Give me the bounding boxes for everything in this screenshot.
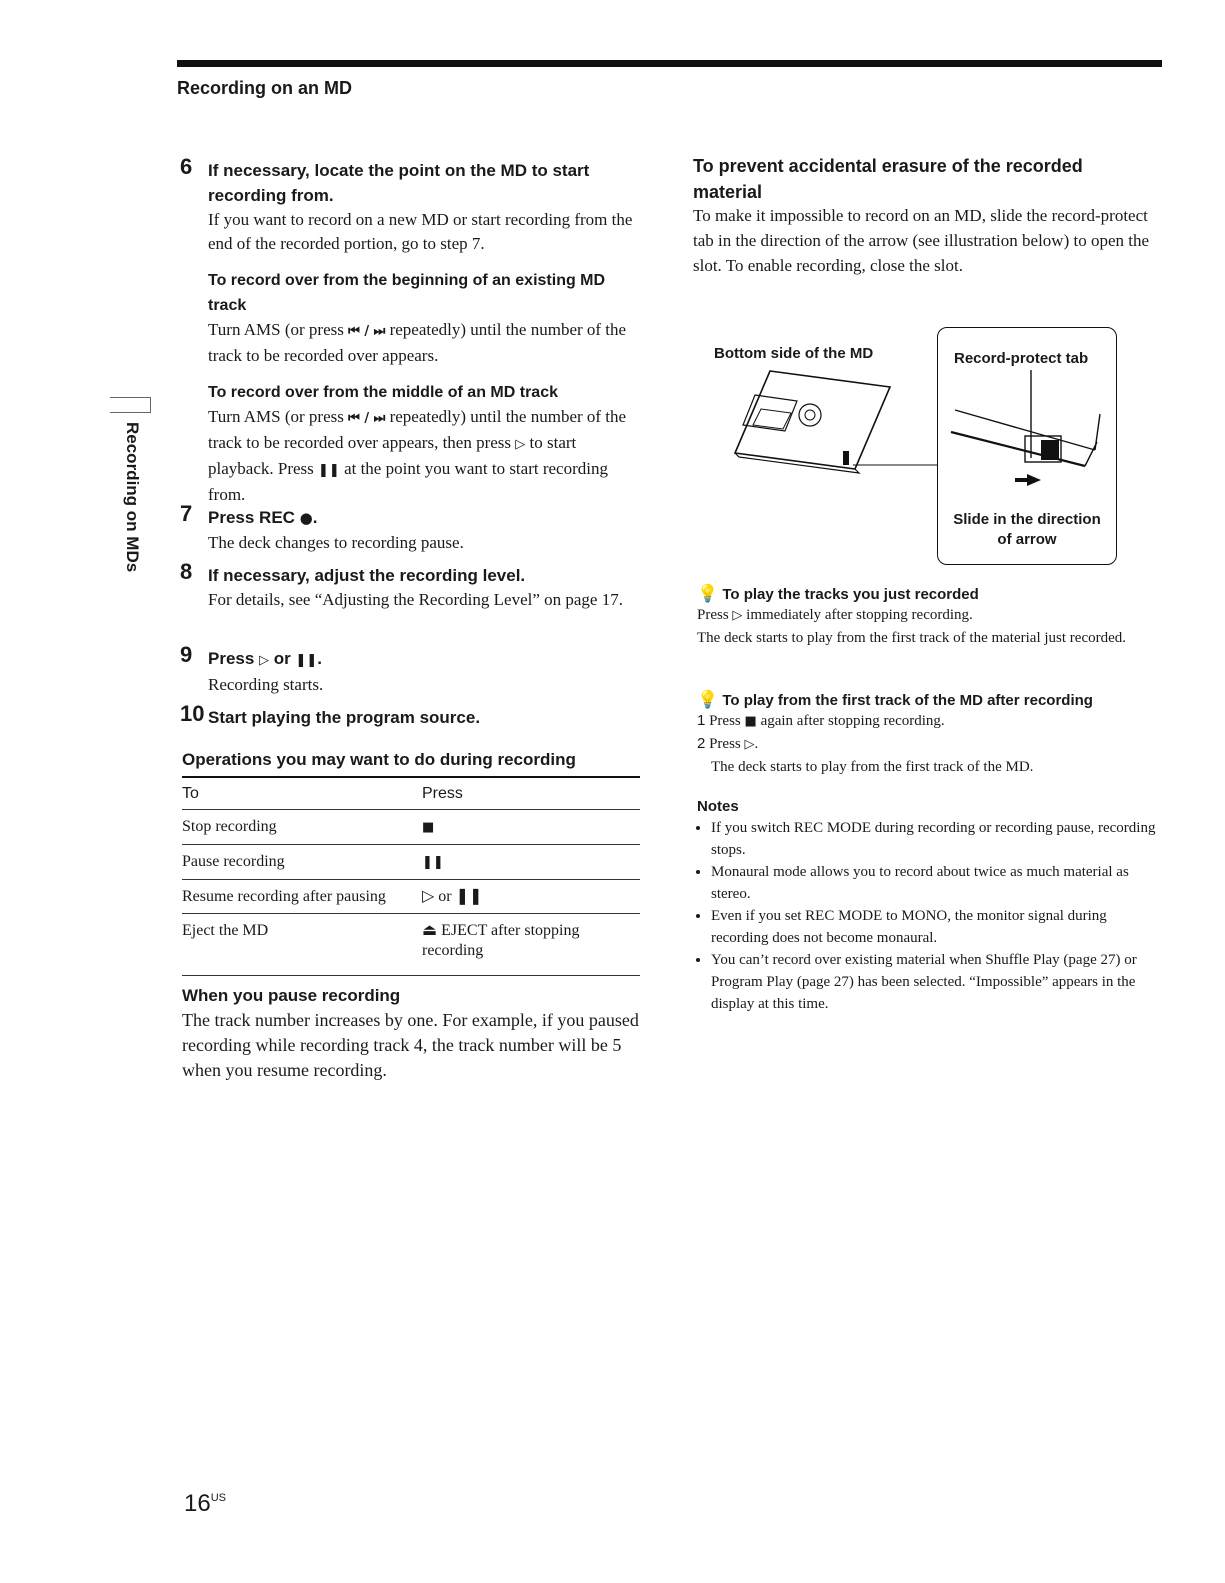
table-cell-press — [422, 810, 640, 845]
step-6 — [180, 154, 640, 507]
figure-label-bottom-side: Bottom side of the MD — [714, 345, 874, 362]
pause-icon: ❚❚ — [422, 855, 444, 870]
table-cell-to: Eject the MD — [182, 914, 422, 976]
tip-body: The deck starts to play from the first track of the MD. — [711, 759, 1034, 775]
lightbulb-icon: 💡 — [697, 584, 719, 604]
table-header-row — [182, 782, 640, 810]
table-cell-to: Stop recording — [182, 810, 422, 845]
page-header: Recording on an MD — [177, 78, 352, 98]
side-tab-marker — [110, 412, 151, 413]
step-10 — [180, 701, 640, 730]
rec-icon: ● — [299, 509, 313, 527]
side-tab-marker — [110, 397, 151, 398]
col-header-press: Press — [422, 782, 640, 810]
notes-section — [697, 798, 1159, 1015]
operations-title: Operations you may want to do during recording — [182, 750, 576, 769]
table-top-rule — [182, 776, 640, 778]
step-heading: Press REC ●. — [208, 508, 318, 527]
step-9 — [180, 642, 640, 697]
pause-icon: ❚❚ — [295, 653, 318, 668]
table-row — [182, 845, 640, 880]
tip-body: Press ▷ immediately after stopping recording. — [697, 607, 973, 623]
subheading: To record over from the beginning of an existing MD track — [208, 272, 606, 314]
step-body: Turn AMS (or press ⏮ / ⏭ repeatedly) until the number of the track to be recorded over appears. — [208, 320, 627, 365]
pause-section-title: When you pause recording — [182, 986, 401, 1005]
list-item: • Monaural mode allows you to record about twice as much material as stereo. — [711, 861, 1159, 905]
operations-table — [182, 782, 640, 976]
pause-icon: ❚❚ — [318, 463, 340, 478]
step-body: Recording starts. — [208, 675, 324, 694]
tip-body: The deck starts to play from the first track of the material just recorded. — [697, 630, 1127, 646]
tip-step: 1 Press ■ again after stopping recording. — [697, 712, 945, 729]
table-cell-to: Resume recording after pausing — [182, 880, 422, 914]
step-number: 10 — [180, 701, 205, 726]
subheading: To record over from the middle of an MD track — [208, 384, 558, 401]
step-number: 7 — [180, 501, 193, 526]
table-cell-press: ⏏ EJECT after stopping recording — [422, 914, 640, 976]
pause-section-body: The track number increases by one. For example, if you paused recording while recording track 4, the track number will be 5 when you resume recording. — [182, 1010, 639, 1080]
step-7 — [180, 501, 640, 555]
play-icon: ▷ — [259, 653, 270, 668]
figure-label-record-protect-tab: Record-protect tab — [954, 350, 1089, 367]
step-number: 9 — [180, 642, 193, 667]
col-header-to: To — [182, 782, 422, 810]
table-row — [182, 810, 640, 845]
play-icon: ▷ — [744, 737, 755, 752]
stop-icon: ■ — [422, 820, 435, 835]
tip-step: 2 Press ▷. — [697, 735, 759, 752]
tip-play-from-first-track — [697, 690, 1167, 778]
lightbulb-icon: 💡 — [697, 690, 719, 710]
step-heading: If necessary, locate the point on the MD to start recording from. — [208, 161, 590, 205]
prev-next-icon: ⏮ / ⏭ — [348, 324, 386, 339]
top-rule — [177, 60, 1162, 67]
table-cell-press: ▷ or ❚❚ — [422, 880, 640, 914]
step-heading: If necessary, adjust the recording level. — [208, 566, 526, 585]
tip-play-just-recorded — [697, 584, 1167, 649]
play-icon: ▷ — [515, 437, 526, 452]
tip-heading: 💡 To play the tracks you just recorded — [697, 584, 979, 604]
notes-list — [697, 817, 1159, 1015]
step-body: Turn AMS (or press ⏮ / ⏭ repeatedly) until the number of the track to be recorded over appears, then press ▷ to start playback. Press ❚❚ at the point you want to start recording from. — [208, 407, 627, 504]
list-item: • You can’t record over existing material when Shuffle Play (page 27) or Program Play (page 27) has been selected. “Impossible” appears in the display at this time. — [711, 949, 1159, 1015]
table-row — [182, 880, 640, 914]
table-row — [182, 914, 640, 976]
side-tab-marker — [150, 397, 151, 413]
record-protect-tab-illustration — [945, 370, 1110, 500]
table-cell-to: Pause recording — [182, 845, 422, 880]
step-body: If you want to record on a new MD or start recording from the end of the recorded portion, go to step 7. — [208, 210, 633, 253]
stop-icon: ■ — [744, 714, 757, 729]
step-number: 6 — [180, 154, 193, 179]
step-heading: Start playing the program source. — [208, 708, 481, 727]
list-item: • If you switch REC MODE during recording or recording pause, recording stops. — [711, 817, 1159, 861]
step-8 — [180, 559, 640, 612]
prevent-erasure-title: To prevent accidental erasure of the recorded material — [693, 156, 1083, 202]
step-body: For details, see “Adjusting the Recording Level” on page 17. — [208, 590, 623, 609]
page-number: $16^{US}$ — [184, 1490, 226, 1517]
side-tab-label: Recording on MDs — [123, 422, 142, 573]
step-body: The deck changes to recording pause. — [208, 533, 464, 552]
prevent-erasure-body: To make it impossible to record on an MD, slide the record-protect tab in the direction of the arrow (see illustration below) to open the slot. To enable recording, close the slot. — [693, 206, 1150, 275]
md-disc-illustration — [725, 365, 945, 477]
list-item: • Even if you set REC MODE to MONO, the monitor signal during recording does not become monaural. — [711, 905, 1159, 949]
figure-label-slide-direction: Slide in the direction of arrow — [953, 511, 1101, 548]
prev-next-icon: ⏮ / ⏭ — [348, 411, 386, 426]
step-number: 8 — [180, 559, 193, 584]
table-cell-press — [422, 845, 640, 880]
play-icon: ▷ — [732, 608, 743, 623]
notes-heading: Notes — [697, 798, 739, 815]
step-heading: Press ▷ or ❚❚. — [208, 649, 323, 668]
tip-heading: 💡 To play from the first track of the MD after recording — [697, 690, 1093, 710]
